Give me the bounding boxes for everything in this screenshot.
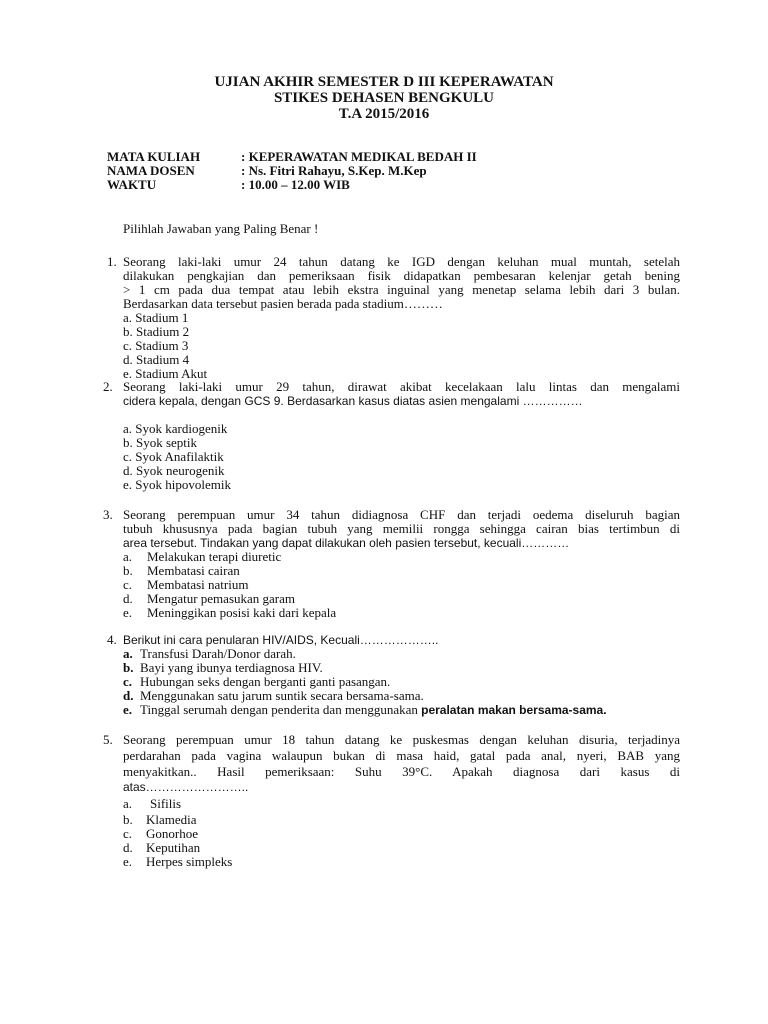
q1-text-line: Seorang laki-laki umur 24 tahun datang ke IGD dengan keluhan mual muntah, setelah — [123, 254, 680, 269]
q4-option-letter: b. — [123, 660, 134, 675]
q3-option-letter: e. — [123, 605, 133, 620]
institution-name: STIKES DEHASEN BENGKULU — [273, 90, 495, 106]
q2-option: e. Syok hipovolemik — [123, 477, 231, 492]
q1-option: b. Stadium 2 — [123, 324, 190, 339]
q3-option-text: Meninggikan posisi kaki dari kepala — [147, 605, 337, 620]
lecturer-label: NAMA DOSEN — [107, 163, 195, 178]
q5-option-letter: e. — [123, 854, 133, 869]
q5-option-text: Gonorhoe — [146, 826, 198, 841]
q5-text-line: Seorang perempuan umur 18 tahun datang ke puskesmas dengan keluhan disuria, terjadinya — [123, 732, 680, 747]
q3-option-letter: b. — [123, 563, 133, 578]
q3-option-letter: d. — [123, 591, 133, 606]
q4-number: 4. — [107, 632, 117, 647]
q3-text-line: tubuh khususnya pada bagian tubuh yang memilii rongga sehingga cairan bias tertimbun di — [123, 521, 680, 536]
time-value: : 10.00 – 12.00 WIB — [241, 177, 350, 192]
q5-option-letter: a. — [123, 796, 133, 811]
q3-option-text: Mengatur pemasukan garam — [147, 591, 296, 606]
q1-option: a. Stadium 1 — [123, 310, 189, 325]
q1-number: 1. — [107, 254, 117, 269]
q4-option-text: Bayi yang ibunya terdiagnosa HIV. — [140, 660, 323, 675]
q5-option-text: Klamedia — [146, 812, 197, 827]
q4-option-text: Hubungan seks dengan berganti ganti pasangan. — [140, 674, 391, 689]
q5-option-letter: d. — [123, 840, 133, 855]
q2-option: d. Syok neurogenik — [123, 463, 225, 478]
q3-option-text: Membatasi natrium — [147, 577, 249, 592]
lecturer-row — [107, 164, 427, 178]
q2-option: a. Syok kardiogenik — [123, 421, 228, 436]
q5-option-letter: c. — [123, 826, 133, 841]
exam-title: UJIAN AKHIR SEMESTER D III KEPERAWATAN — [214, 74, 554, 90]
q2-option: b. Syok septik — [123, 435, 198, 450]
q4-option-text: Menggunakan satu jarum suntik secara bersama-sama. — [140, 688, 424, 703]
lecturer-value: : Ns. Fitri Rahayu, S.Kep. M.Kep — [241, 163, 427, 178]
q4-option-letter: e. — [123, 702, 133, 717]
q5-option-text: Herpes simpleks — [146, 854, 233, 869]
q3-option-text: Melakukan terapi diuretic — [147, 549, 282, 564]
course-row — [107, 150, 477, 164]
q5-option-text: Keputihan — [146, 840, 201, 855]
q4-option-text-main: Tinggal serumah dengan penderita dan menggunakan — [140, 702, 418, 717]
q2-text-line: Seorang laki-laki umur 29 tahun, dirawat akibat kecelakaan lalu lintas dan mengalami — [123, 379, 680, 394]
q4-option-letter: d. — [123, 688, 134, 703]
q2-number: 2. — [103, 379, 113, 394]
q5-text-line: atas…………………….. — [123, 780, 249, 794]
q4-option-letter: c. — [123, 674, 133, 689]
q1-text-line: dilakukan pengkajian dan pemeriksaan fisik didapatkan pembesaran kelenjar getah bening — [123, 268, 680, 283]
q2-option: c. Syok Anafilaktik — [123, 449, 224, 464]
q1-text-line: Berdasarkan data tersebut pasien berada pada stadium……… — [123, 296, 443, 311]
q4-option-text — [140, 703, 607, 717]
q5-text-line: perdarahan pada vagina walaupun bukan di masa haid, gatal pada anal, nyeri, BAB yang — [123, 748, 680, 763]
q3-text-line: Seorang perempuan umur 34 tahun didiagnosa CHF dan terjadi oedema diseluruh bagian — [123, 507, 680, 522]
q2-text-line: cidera kepala, dengan GCS 9. Berdasarkan kasus diatas asien mengalami …………… — [123, 394, 583, 408]
q4-option-text: Transfusi Darah/Donor darah. — [140, 646, 296, 661]
instruction-text: Pilihlah Jawaban yang Paling Benar ! — [123, 221, 319, 236]
time-label: WAKTU — [107, 177, 157, 192]
q4-option-text-tail: peralatan makan bersama-sama. — [421, 703, 607, 717]
q1-option: c. Stadium 3 — [123, 338, 189, 353]
q1-text-line: > 1 cm pada dua tempat atau lebih ekstra inguinal yang menetap selama lebih dari 3 bulan. — [123, 282, 680, 297]
q4-text-line: Berikut ini cara penularan HIV/AIDS, Kecuali……………….. — [123, 633, 439, 647]
course-label: MATA KULIAH — [107, 149, 201, 164]
q3-text-line: area tersebut. Tindakan yang dapat dilakukan oleh pasien tersebut, kecuali………… — [123, 536, 570, 550]
q3-option-text: Membatasi cairan — [147, 563, 240, 578]
q3-option-letter: c. — [123, 577, 133, 592]
q1-option: d. Stadium 4 — [123, 352, 190, 367]
q1-option: e. Stadium Akut — [123, 366, 208, 381]
q3-option-letter: a. — [123, 549, 133, 564]
q3-number: 3. — [103, 507, 113, 522]
q5-option-text: Sifilis — [150, 796, 182, 811]
q5-number: 5. — [103, 732, 113, 747]
academic-year: T.A 2015/2016 — [338, 106, 430, 122]
time-row — [107, 178, 350, 192]
course-value: : KEPERAWATAN MEDIKAL BEDAH II — [241, 149, 477, 164]
q5-option-letter: b. — [123, 812, 133, 827]
q5-text-line: menyakitkan.. Hasil pemeriksaan: Suhu 39°C. Apakah diagnosa dari kasus di — [123, 764, 680, 779]
q4-option-letter: a. — [123, 646, 133, 661]
